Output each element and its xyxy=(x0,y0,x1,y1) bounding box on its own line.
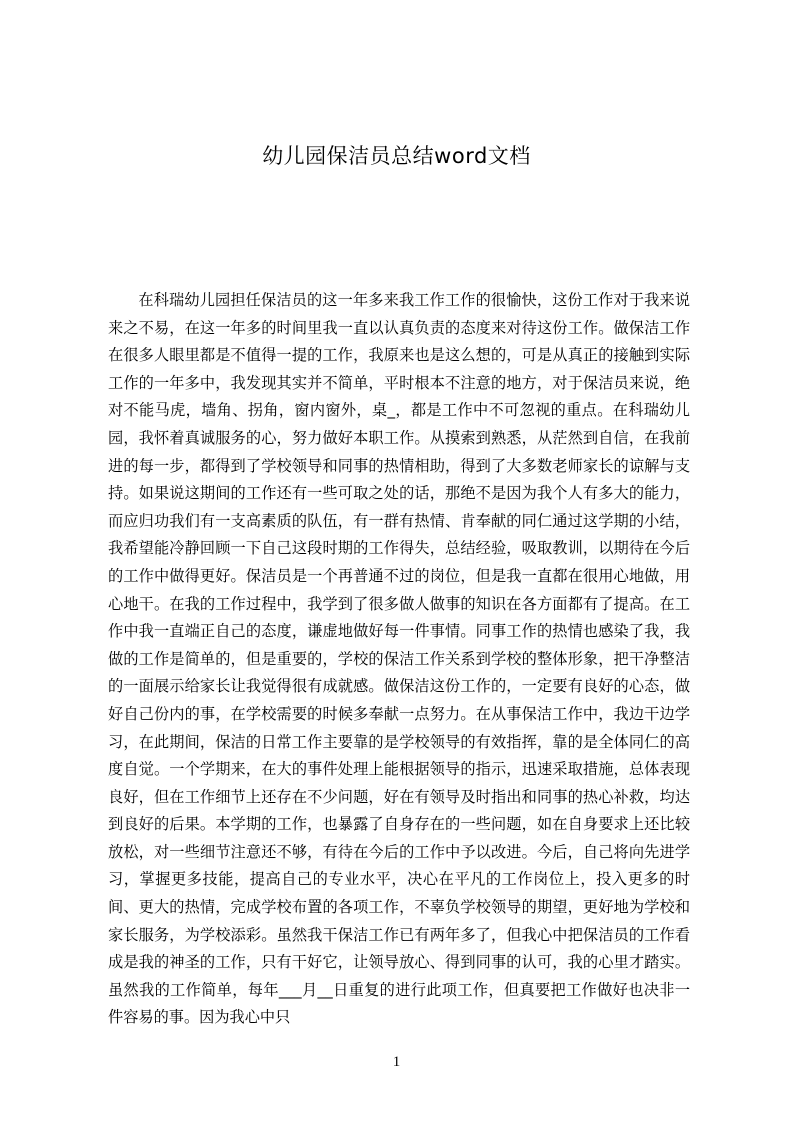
page-number: 1 xyxy=(392,1054,401,1070)
document-body-paragraph: 在科瑞幼儿园担任保洁员的这一年多来我工作工作的很愉快，这份工作对于我来说来之不易，在这一年多的时间里我一直以认真负责的态度来对待这份工作。做保洁工作在很多人眼里都是不值得一提的工作，我原来也是这么想的，可是从真正的接触到实际工作的一年多中，我发现其实并不简单，平时根本不注意的地方，对于保洁员来说，绝对不能马虎，墙角、拐角，窗内窗外，桌_，都是工作中不可忽视的重点。在科瑞幼儿园，我怀着真诚服务的心，努力做好本职工作。从摸索到熟悉，从茫然到自信，在我前进的每一步，都得到了学校领导和同事的热情相助，得到了大多数老师家长的谅解与支持。如果说这期间的工作还有一些可取之处的话，那绝不是因为我个人有多大的能力，而应归功我们有一支高素质的队伍，有一群有热情、肯奉献的同仁通过这学期的小结，我希望能冷静回顾一下自己这段时期的工作得失，总结经验，吸取教训，以期待在今后的工作中做得更好。保洁员是一个再普通不过的岗位，但是我一直都在很用心地做，用心地干。在我的工作过程中，我学到了很多做人做事的知识在各方面都有了提高。在工作中我一直端正自己的态度，谦虚地做好每一件事情。同事工作的热情也感染了我，我做的工作是简单的，但是重要的，学校的保洁工作关系到学校的整体形象，把干净整洁的一面展示给家长让我觉得很有成就感。做保洁这份工作的，一定要有良好的心态，做好自己份内的事，在学校需要的时候多奉献一点努力。在从事保洁工作中，我边干边学习，在此期间，保洁的日常工作主要靠的是学校领导的有效指挥，靠的是全体同仁的高度自觉。一个学期来，在大的事件处理上能根据领导的指示，迅速采取措施，总体表现良好，但在工作细节上还存在不少问题，好在有领导及时指出和同事的热心补救，均达到良好的后果。本学期的工作，也暴露了自身存在的一些问题，如在自身要求上还比较放松，对一些细节注意还不够，有待在今后的工作中予以改进。今后，自己将向先进学习，掌握更多技能，提高自己的专业水平，决心在平凡的工作岗位上，投入更多的时间、更大的热情，完成学校布置的各项工作，不辜负学校领导的期望，更好地为学校和家长服务，为学校添彩。虽然我干保洁工作已有两年多了，但我心中把保洁员的工作看成是我的神圣的工作，只有干好它，让领导放心、得到同事的认可，我的心里才踏实。虽然我的工作简单，每年___月__日重复的进行此项工作，但真要把工作做好也决非一件容易的事。因为我心中只 xyxy=(108,291,690,1027)
document-title: 幼儿园保洁员总结word文档 xyxy=(262,144,531,168)
